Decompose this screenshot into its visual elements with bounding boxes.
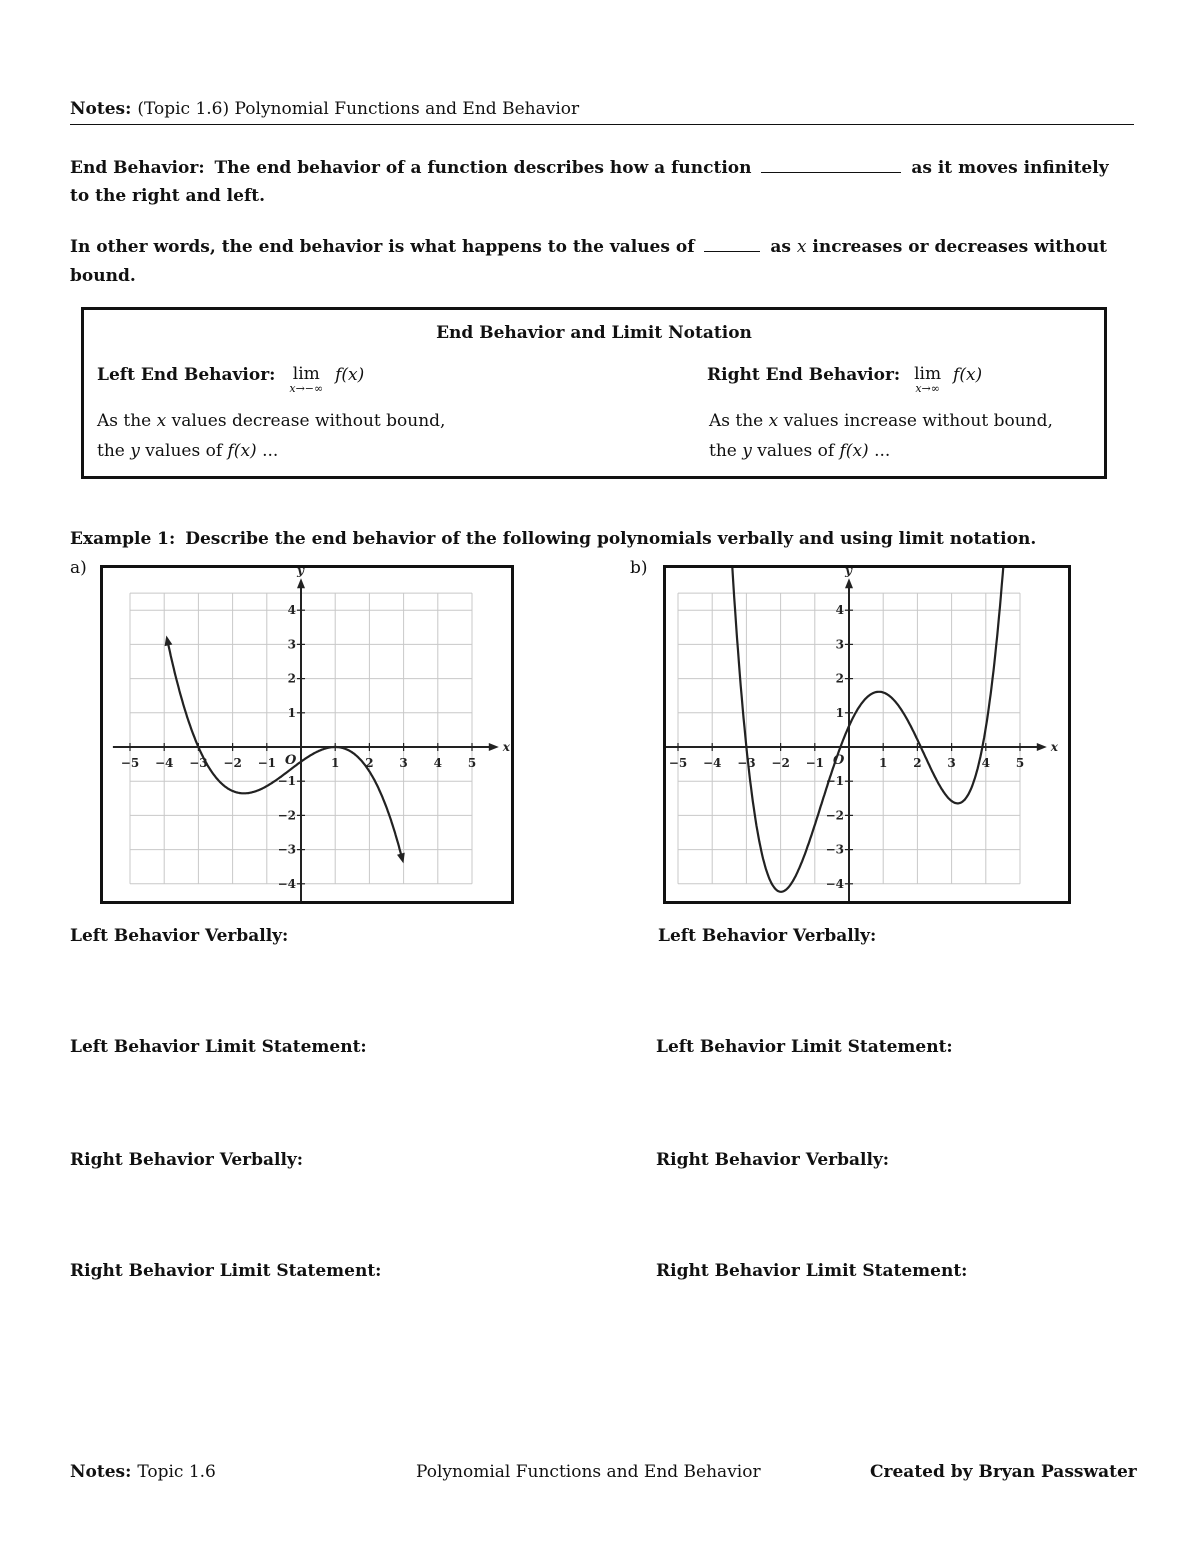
a-left-verbal-prompt: Left Behavior Verbally:	[70, 926, 289, 946]
b-left-limit-prompt: Left Behavior Limit Statement:	[656, 1037, 953, 1057]
x-tick-label: 3	[947, 756, 956, 770]
y-tick-label: −2	[277, 808, 296, 823]
definition-line-2: to the right and left.	[70, 186, 266, 206]
y-tick-label: 1	[287, 705, 296, 720]
x-tick-label: −4	[154, 756, 174, 770]
left-desc-end: values decrease without bound,	[171, 411, 446, 431]
x-tick-label: 5	[467, 756, 477, 770]
left-desc2-func: f(x)	[227, 441, 257, 461]
right-desc2-start: the	[709, 441, 737, 461]
y-tick-label: −4	[277, 876, 296, 891]
curve-right-arrowhead	[397, 853, 405, 864]
definition-text: The end behavior of a function describes how a function	[214, 158, 752, 178]
x-tick-label: 3	[399, 756, 408, 770]
x-tick-label: −2	[223, 756, 242, 770]
left-lim-sub: x→−∞	[289, 382, 324, 395]
x-tick-label: 2	[913, 756, 922, 770]
right-end-behavior-label: Right End Behavior:	[707, 365, 901, 385]
graph-a	[103, 568, 511, 901]
graph-b-part-label: b)	[630, 558, 648, 578]
footer-notes-label: Notes:	[70, 1462, 132, 1482]
b-left-verbal-prompt: Left Behavior Verbally:	[658, 926, 877, 946]
graph-b-frame	[663, 565, 1071, 904]
y-tick-label: −3	[825, 842, 844, 857]
y-tick-label: −2	[825, 808, 844, 823]
x-tick-label: −5	[120, 756, 140, 770]
y-tick-label: −1	[277, 774, 296, 789]
right-desc2-y: y	[742, 441, 752, 461]
a-right-limit-prompt: Right Behavior Limit Statement:	[70, 1261, 382, 1281]
y-tick-label: −1	[825, 774, 844, 789]
x-axis-arrowhead	[489, 743, 499, 751]
x-tick-label: 5	[1015, 756, 1025, 770]
right-desc2-func: f(x)	[839, 441, 869, 461]
left-desc2-y: y	[130, 441, 140, 461]
right-limit-notation	[914, 364, 941, 394]
b-right-limit-prompt: Right Behavior Limit Statement:	[656, 1261, 968, 1281]
x-tick-label: −2	[771, 756, 790, 770]
a-right-verbal-prompt: Right Behavior Verbally:	[70, 1150, 304, 1170]
left-limit-notation	[289, 364, 323, 394]
polynomial-curve	[168, 641, 402, 857]
footer-title: Polynomial Functions and End Behavior	[416, 1462, 761, 1482]
right-lim-word: lim	[914, 364, 942, 384]
polynomial-curve	[726, 568, 1005, 892]
y-tick-label: 2	[835, 671, 844, 686]
y-tick-label: 1	[835, 705, 844, 720]
x-axis-label: x	[502, 740, 510, 754]
left-lim-word: lim	[292, 364, 320, 384]
y-tick-label: −4	[825, 876, 844, 891]
right-desc-line-2	[709, 440, 890, 462]
left-lim-func: f(x)	[335, 365, 365, 385]
left-desc2-end: ...	[262, 441, 279, 461]
a-left-limit-prompt: Left Behavior Limit Statement:	[70, 1037, 367, 1057]
y-axis-arrowhead	[297, 578, 305, 588]
other-words-end: increases or decreases without	[812, 237, 1108, 257]
y-tick-label: 2	[287, 671, 296, 686]
x-tick-label: −3	[737, 756, 756, 770]
y-tick-label: 4	[287, 603, 296, 618]
right-desc-line-1	[709, 410, 1053, 432]
right-end-behavior-row	[707, 364, 982, 394]
x-tick-label: 1	[879, 756, 888, 770]
x-tick-label: −5	[668, 756, 688, 770]
other-words-x: x	[796, 237, 807, 257]
x-tick-label: 1	[331, 756, 340, 770]
right-desc-end: values increase without bound,	[783, 411, 1053, 431]
y-axis-label: y	[845, 568, 852, 578]
left-desc2-start: the	[97, 441, 125, 461]
notation-box-title: End Behavior and Limit Notation	[436, 323, 752, 343]
footer-topic: Topic 1.6	[137, 1462, 216, 1482]
origin-label: O	[285, 753, 297, 768]
left-desc-start: As the	[97, 411, 152, 431]
left-desc-line-2	[97, 440, 278, 462]
left-desc-line-1	[97, 410, 445, 432]
y-tick-label: −3	[277, 842, 296, 857]
x-tick-label: −1	[805, 756, 825, 770]
definition-line-1	[70, 157, 1109, 179]
other-words-line-1	[70, 236, 1107, 258]
header-divider	[70, 124, 1134, 125]
x-axis-arrowhead	[1037, 743, 1047, 751]
header-notes-label: Notes:	[70, 99, 132, 119]
b-right-verbal-prompt: Right Behavior Verbally:	[656, 1150, 890, 1170]
y-tick-label: 3	[835, 637, 844, 652]
x-tick-label: 4	[981, 756, 990, 770]
right-desc2-mid: values of	[757, 441, 835, 461]
curve-left-arrowhead	[165, 636, 173, 647]
x-tick-label: −4	[702, 756, 722, 770]
header-title: (Topic 1.6) Polynomial Functions and End Behavior	[137, 99, 580, 119]
graph-b	[666, 568, 1068, 901]
y-axis-arrowhead	[845, 578, 853, 588]
footer-left	[70, 1461, 216, 1483]
x-tick-label: 4	[433, 756, 442, 770]
y-tick-label: 4	[835, 603, 844, 618]
x-tick-label: 2	[365, 756, 374, 770]
left-desc2-mid: values of	[145, 441, 223, 461]
x-tick-label: −1	[257, 756, 277, 770]
definition-blank[interactable]	[761, 158, 901, 173]
other-words-as: as	[770, 237, 791, 257]
left-end-behavior-row	[97, 364, 364, 394]
example-label: Example 1:	[70, 529, 176, 549]
x-axis-label: x	[1050, 740, 1058, 754]
right-desc-x: x	[768, 411, 779, 431]
right-lim-func: f(x)	[953, 365, 983, 385]
definition-text-after: as it moves infinitely	[911, 158, 1109, 178]
graph-a-part-label: a)	[70, 558, 87, 578]
left-desc-x: x	[156, 411, 167, 431]
right-desc-start: As the	[709, 411, 764, 431]
other-words-text: In other words, the end behavior is what happens to the values of	[70, 237, 695, 257]
origin-label: O	[833, 753, 845, 768]
x-tick-label: −3	[189, 756, 208, 770]
other-words-line-2: bound.	[70, 266, 136, 286]
y-axis-label: y	[297, 568, 304, 578]
right-desc2-end: ...	[874, 441, 891, 461]
example-1	[70, 528, 1036, 550]
page-header	[70, 98, 579, 120]
definition-term: End Behavior:	[70, 158, 205, 178]
other-words-blank[interactable]	[704, 237, 760, 252]
example-text: Describe the end behavior of the following polynomials verbally and using limit notation.	[185, 529, 1037, 549]
footer-author: Created by Bryan Passwater	[870, 1462, 1137, 1482]
graph-a-frame	[100, 565, 514, 904]
left-end-behavior-label: Left End Behavior:	[97, 365, 276, 385]
right-lim-sub: x→∞	[915, 382, 940, 395]
y-tick-label: 3	[287, 637, 296, 652]
